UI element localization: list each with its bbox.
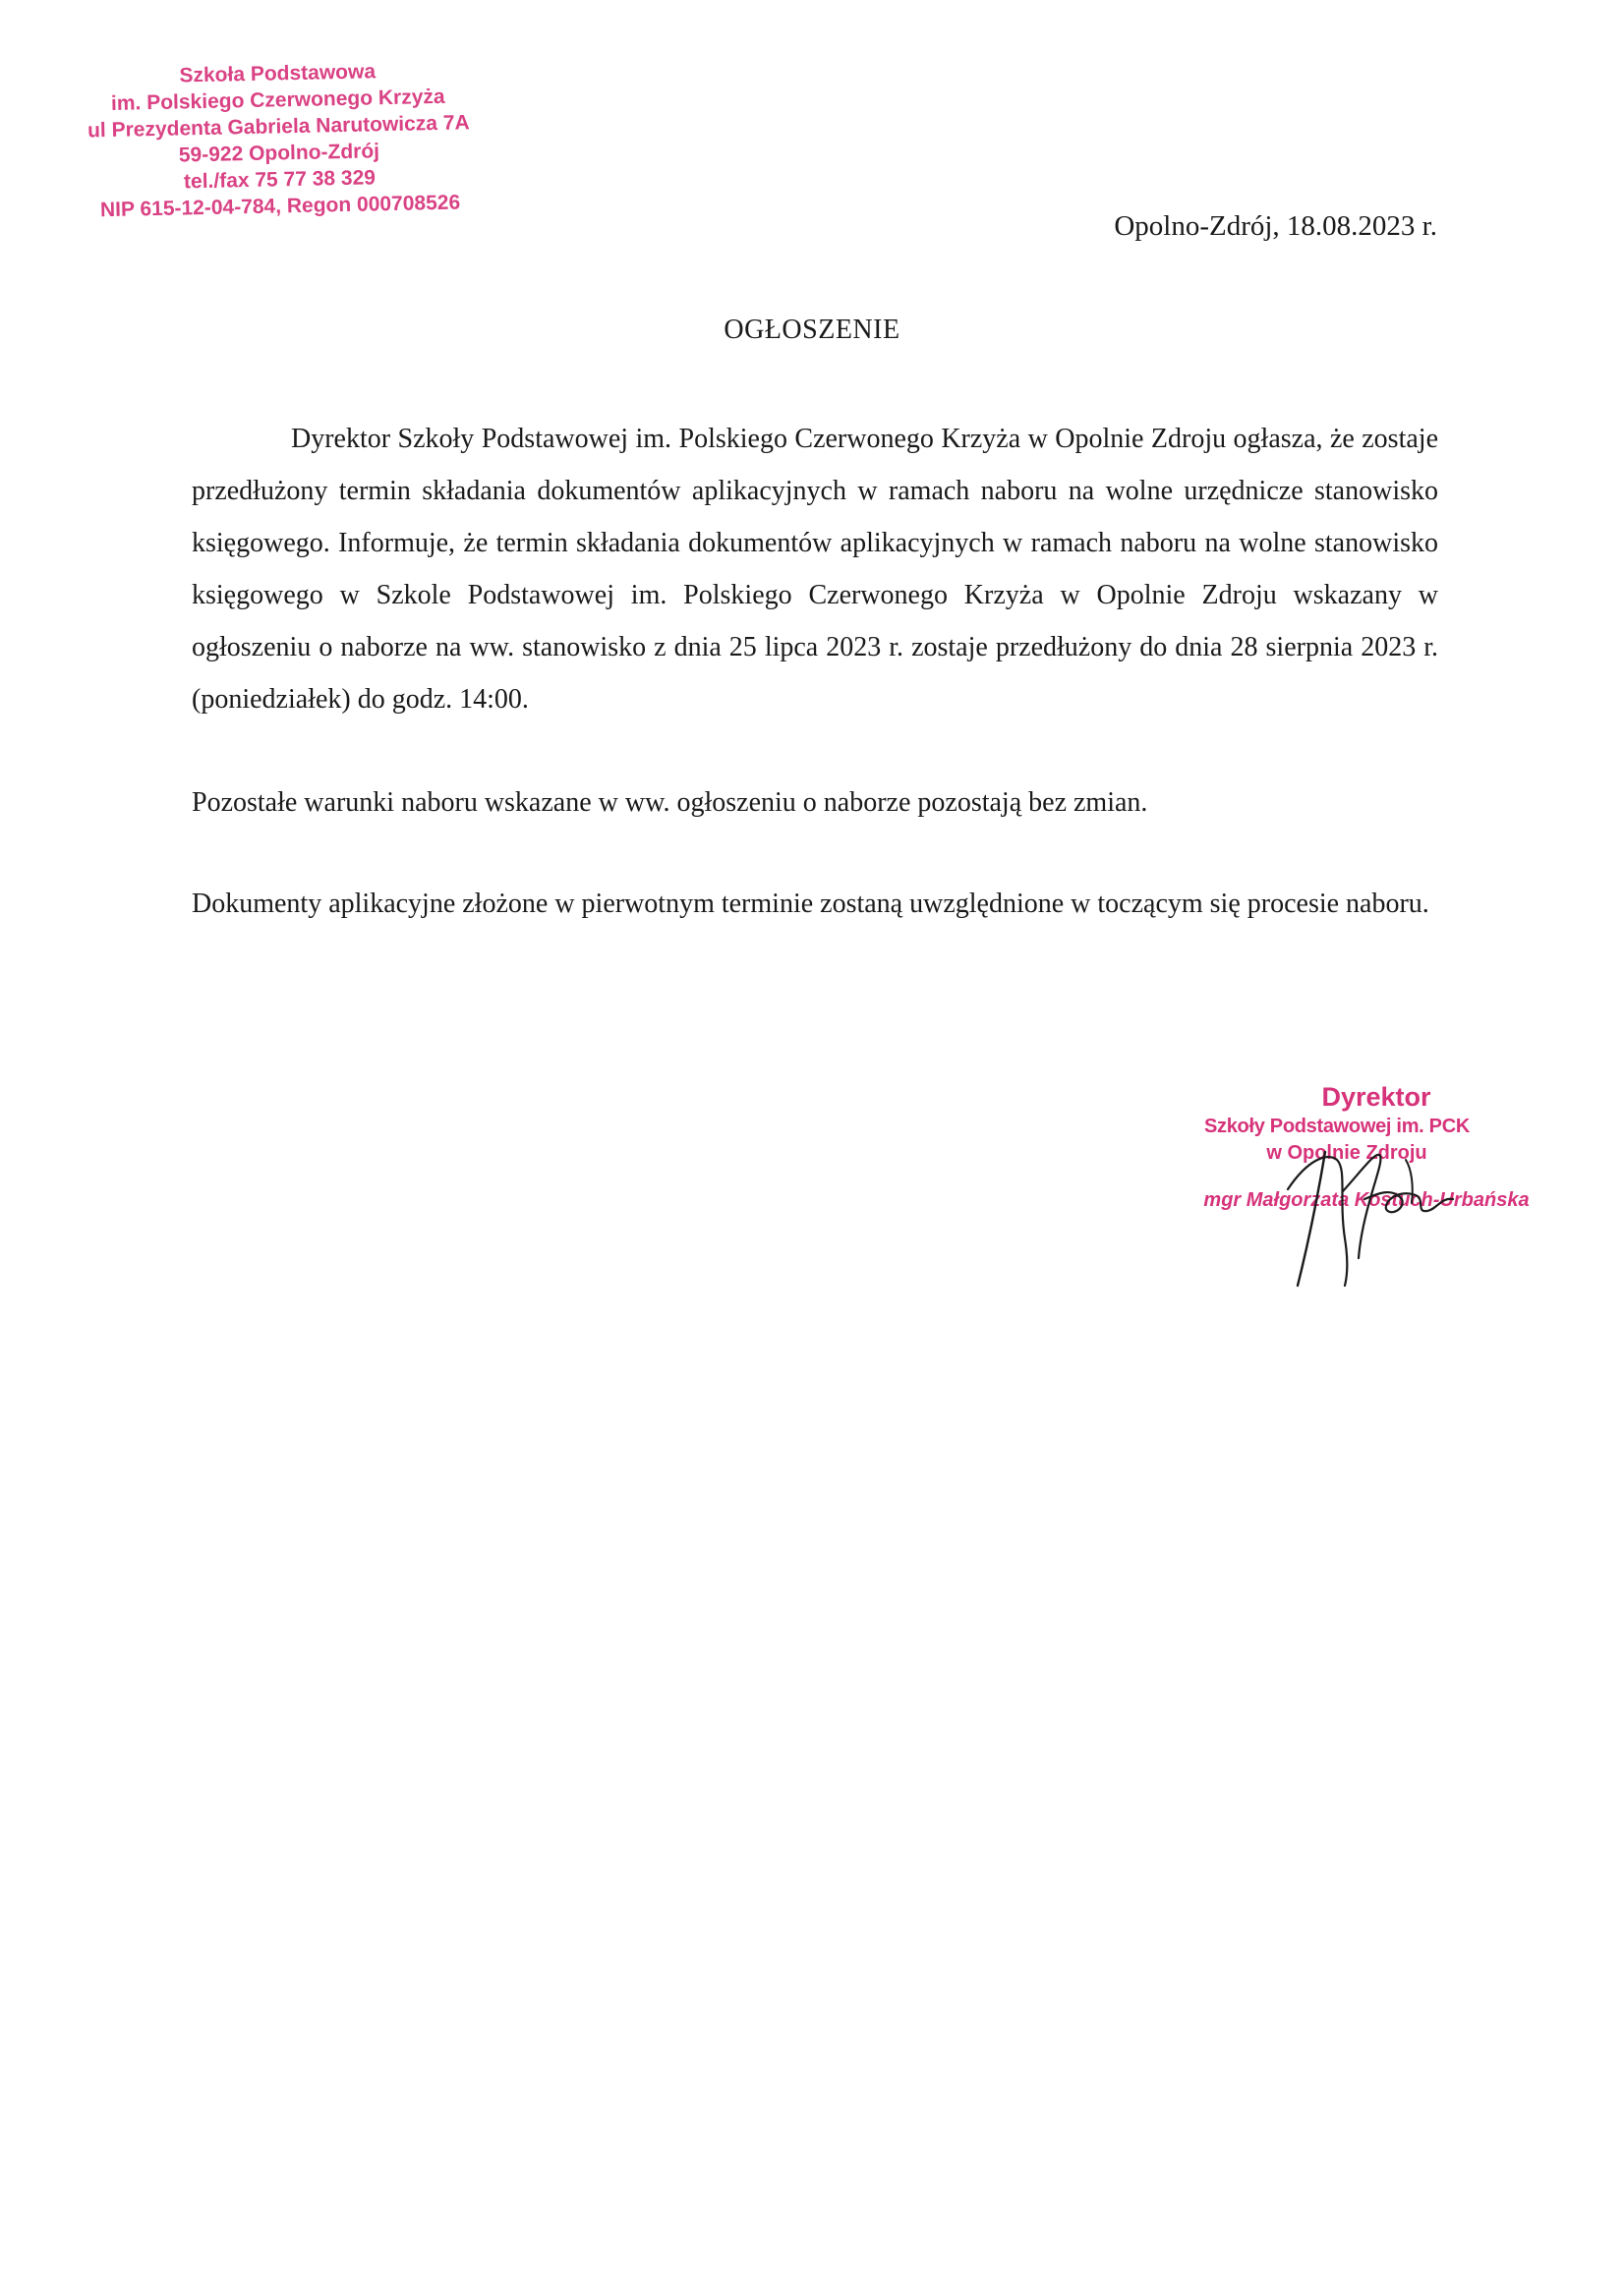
stamp-line-phone: tel./fax 75 77 38 329	[183, 166, 377, 194]
director-stamp-location: w Opolnie Zdroju	[1266, 1142, 1427, 1164]
director-stamp-name: mgr Małgorzata Kostuch-Urbańska	[1203, 1189, 1530, 1211]
director-stamp-school: Szkoły Podstawowej im. PCK	[1203, 1116, 1471, 1137]
place-and-date: Opolno-Zdrój, 18.08.2023 r.	[1114, 210, 1437, 242]
announcement-paragraph-documents: Dokumenty aplikacyjne złożone w pierwotnym terminie zostaną uwzględnione w toczącym się procesie naboru.	[192, 889, 1429, 919]
announcement-paragraph-conditions: Pozostałe warunki naboru wskazane w ww. ogłoszeniu o naborze pozostają bez zmian.	[192, 787, 1148, 818]
school-header-stamp	[61, 56, 496, 224]
stamp-line-school-name: Szkoła Podstawowa	[179, 60, 377, 87]
stamp-line-patron: im. Polskiego Czerwonego Krzyża	[110, 85, 445, 115]
stamp-line-postal: 59-922 Opolno-Zdrój	[178, 140, 380, 167]
document-heading: OGŁOSZENIE	[724, 315, 900, 345]
handwritten-signature	[1268, 1130, 1494, 1288]
announcement-paragraph-main: Dyrektor Szkoły Podstawowej im. Polskiego Czerwonego Krzyża w Opolnie Zdroju ogłasza, że zostaje przedłużony termin składania dokumentów aplikacyjnych w ramach naboru na wolne urzędnicze stanowisko księgowego. Informuje, że termin składania dokumentów aplikacyjnych w ramach naboru na wolne stanowisko księgowego w Szkole Podstawowej im. Polskiego Czerwonego Krzyża w Opolnie Zdroju wskazany w ogłoszeniu o naborze na ww. stanowisko z dnia 25 lipca 2023 r. zostaje przedłużony do dnia 28 sierpnia 2023 r. (poniedziałek) do godz. 14:00.	[192, 424, 1438, 715]
stamp-line-nip-regon: NIP 615-12-04-784, Regon 000708526	[99, 191, 461, 222]
stamp-line-street: ul Prezydenta Gabriela Narutowicza 7A	[87, 111, 470, 143]
director-stamp-title: Dyrektor	[1321, 1082, 1431, 1112]
